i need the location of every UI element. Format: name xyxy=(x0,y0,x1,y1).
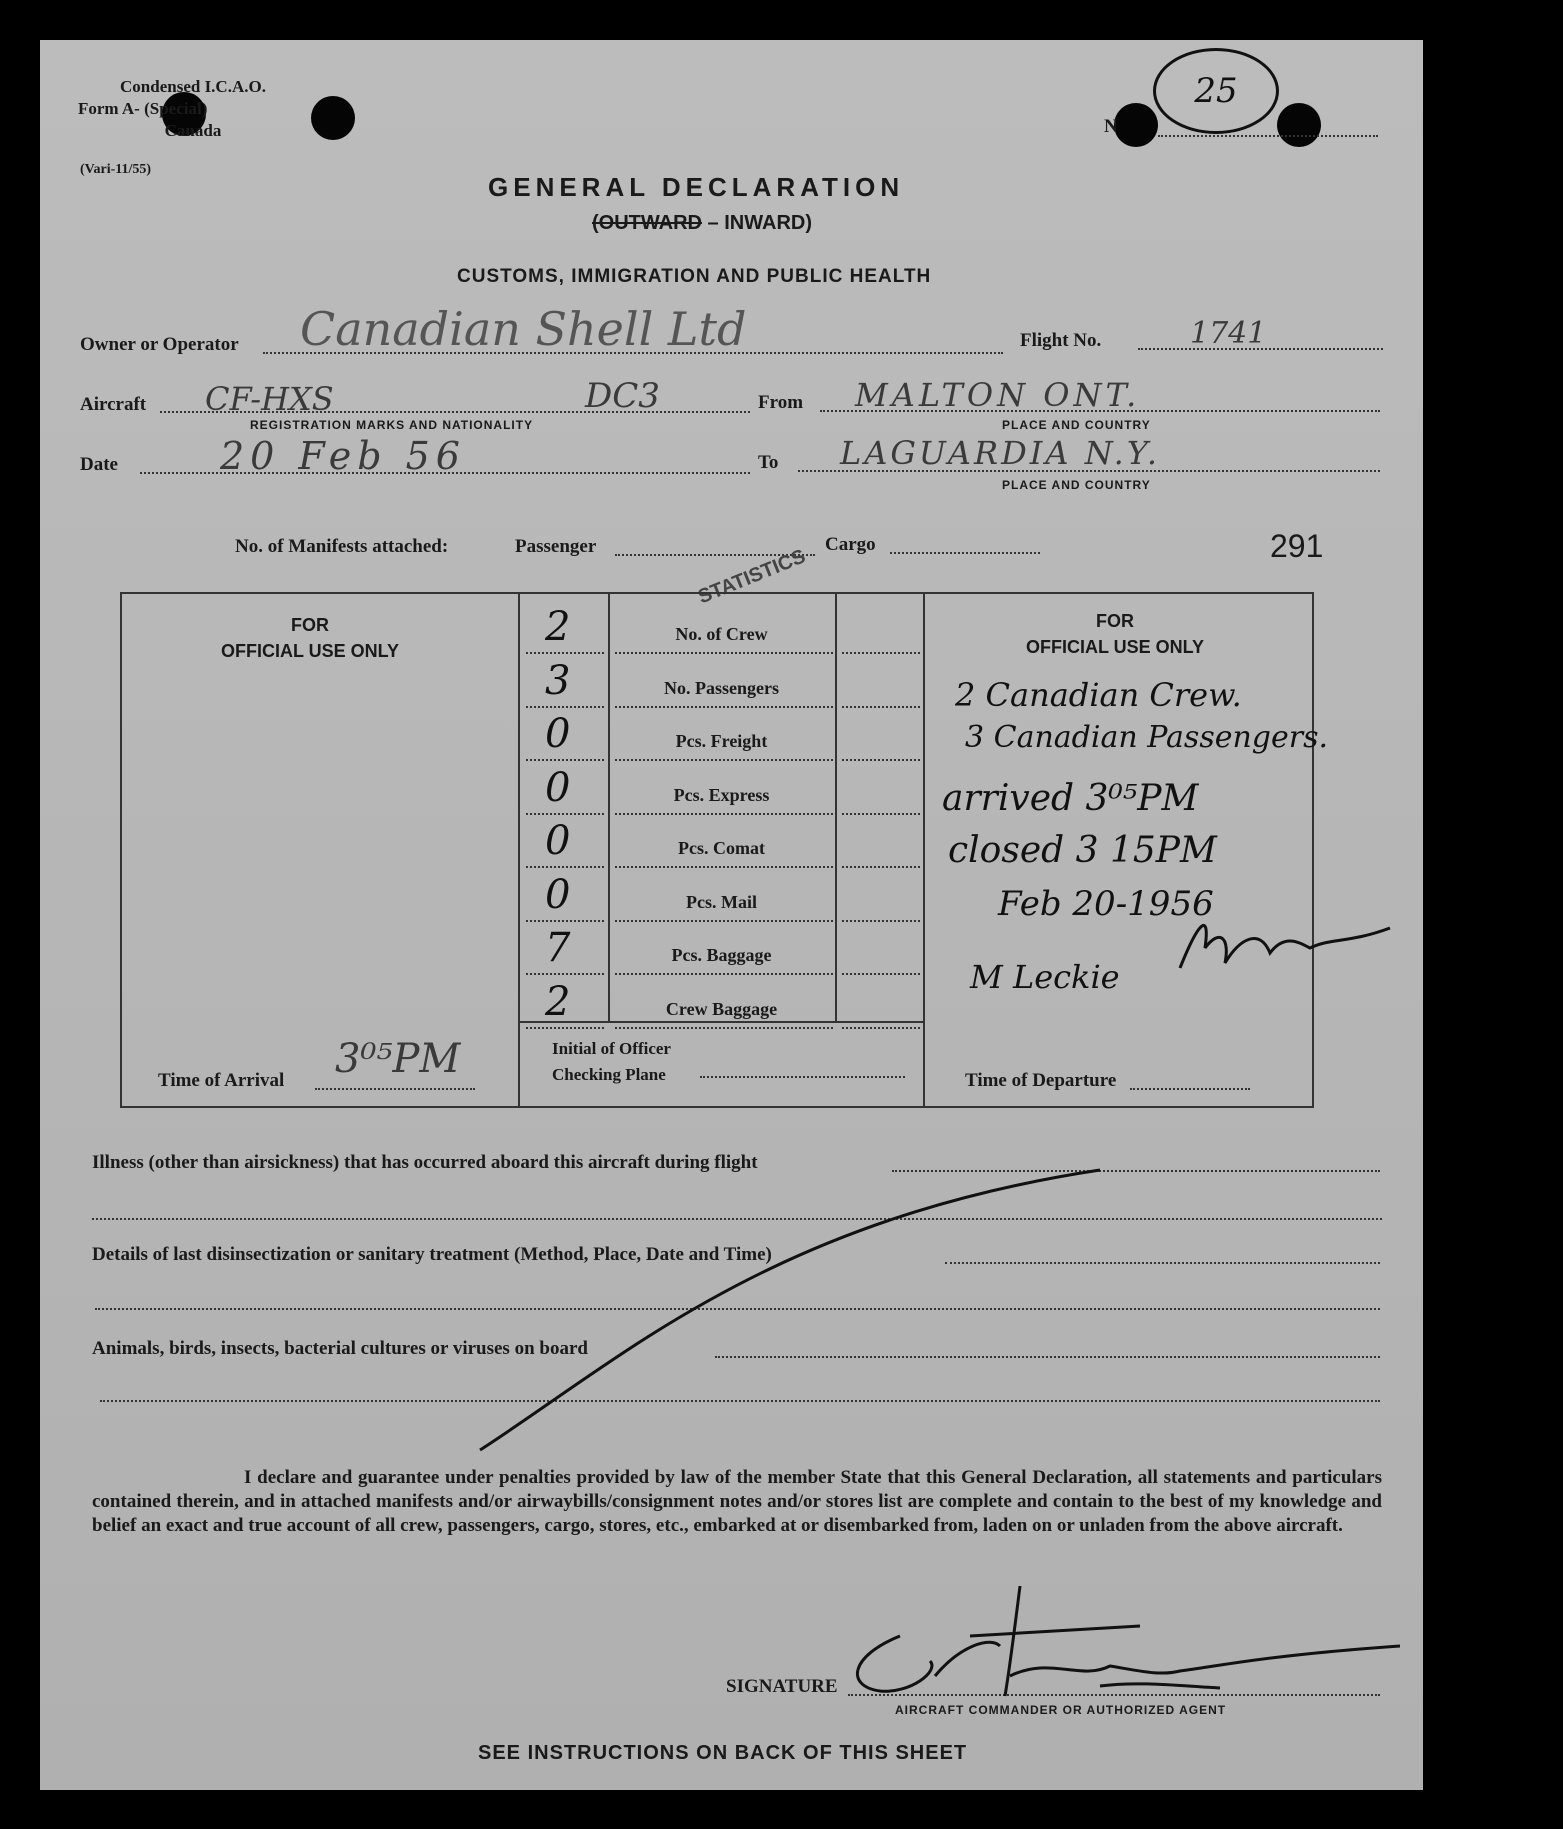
arrival-value: 3⁰⁵PM xyxy=(335,1036,461,1082)
passenger-label: Passenger xyxy=(515,536,597,557)
row-label: Pcs. Freight xyxy=(675,731,768,751)
left-heading-1: FOR xyxy=(291,615,329,635)
departure-dots xyxy=(1130,1088,1250,1090)
from-caption: PLACE AND COUNTRY xyxy=(1002,418,1151,432)
table-divider xyxy=(518,1021,925,1023)
initial-label xyxy=(552,1036,671,1088)
cargo-label: Cargo xyxy=(825,534,876,555)
row-dots xyxy=(842,759,920,761)
stamp-number: 291 xyxy=(1270,528,1324,564)
direction-outward: (OUTWARD xyxy=(592,212,702,234)
commander-signature xyxy=(840,1576,1400,1716)
disinsect-label: Details of last disinsectization or sanitary treatment (Method, Place, Date and Time) xyxy=(92,1244,772,1265)
row-dots xyxy=(842,973,920,975)
form-line-1: Condensed I.C.A.O. xyxy=(120,77,266,96)
arrival-dots xyxy=(315,1088,475,1090)
manifests-label: No. of Manifests attached: xyxy=(235,536,449,557)
official-note: 2 Canadian Crew. xyxy=(955,676,1242,714)
row-count: 2 xyxy=(545,604,571,650)
official-note: M Leckie xyxy=(970,958,1120,996)
row-dots xyxy=(526,866,604,868)
signature-caption: AIRCRAFT COMMANDER OR AUTHORIZED AGENT xyxy=(895,1703,1227,1717)
punch-hole xyxy=(311,96,355,140)
circled-number xyxy=(1153,48,1279,134)
owner-value: Canadian Shell Ltd xyxy=(300,302,747,356)
row-label: No. of Crew xyxy=(675,624,768,644)
number-label: N xyxy=(1104,116,1118,137)
to-value: LAGUARDIA N.Y. xyxy=(840,434,1160,472)
row-dots xyxy=(615,652,833,654)
officer-initials-scribble xyxy=(1170,908,1400,988)
row-dots xyxy=(615,1027,833,1029)
to-label: To xyxy=(758,452,779,473)
row-dots xyxy=(842,866,920,868)
row-dots xyxy=(526,652,604,654)
row-dots xyxy=(842,652,920,654)
row-count: 0 xyxy=(545,764,571,811)
official-note: arrived 3⁰⁵PM xyxy=(942,778,1199,819)
number-dots xyxy=(1158,135,1378,137)
row-dots xyxy=(842,813,920,815)
row-count: 0 xyxy=(545,711,571,757)
row-label: Crew Baggage xyxy=(665,998,778,1019)
footer-instructions: SEE INSTRUCTIONS ON BACK OF THIS SHEET xyxy=(478,1742,968,1764)
initial-dots xyxy=(700,1076,905,1078)
row-label: Pcs. Comat xyxy=(678,838,765,858)
page-title: GENERAL DECLARATION xyxy=(488,172,905,202)
cargo-dots xyxy=(890,552,1040,554)
row-count: 0 xyxy=(545,871,571,918)
left-heading xyxy=(205,612,415,664)
nil-strike-line xyxy=(470,1160,1110,1460)
row-dots xyxy=(842,706,920,708)
official-note: closed 3 15PM xyxy=(948,830,1217,871)
from-value: MALTON ONT. xyxy=(855,376,1141,414)
right-heading xyxy=(1000,608,1230,660)
aircraft-label: Aircraft xyxy=(80,394,147,415)
row-dots xyxy=(526,759,604,761)
row-dots xyxy=(615,866,833,868)
row-label: Pcs. Mail xyxy=(686,891,757,912)
direction-inward: – INWARD) xyxy=(701,212,812,234)
form-line-2: Form A- (Special) xyxy=(78,99,208,118)
circled-number-text: 25 xyxy=(1194,71,1238,111)
form-code: (Vari-11/55) xyxy=(80,162,152,177)
row-dots xyxy=(526,973,604,975)
row-dots xyxy=(526,1027,604,1029)
declaration-sheet xyxy=(40,40,1423,1790)
row-label: No. Passengers xyxy=(664,677,779,698)
row-dots xyxy=(526,706,604,708)
row-count: 3 xyxy=(545,657,571,704)
row-count: 0 xyxy=(545,818,571,864)
departure-label: Time of Departure xyxy=(965,1070,1117,1091)
row-dots xyxy=(842,920,920,922)
aircraft-caption: REGISTRATION MARKS AND NATIONALITY xyxy=(250,418,534,432)
row-dots xyxy=(526,920,604,922)
left-heading-2: OFFICIAL USE ONLY xyxy=(220,641,400,661)
row-dots xyxy=(615,920,833,922)
table-divider xyxy=(835,592,837,1022)
row-dots xyxy=(615,973,833,975)
right-heading-1: FOR xyxy=(1096,611,1134,631)
from-label: From xyxy=(758,392,804,413)
row-count: 2 xyxy=(545,978,571,1025)
aircraft-type: DC3 xyxy=(585,376,660,416)
row-dots xyxy=(842,1027,920,1029)
official-note: 3 Canadian Passengers. xyxy=(965,720,1329,755)
table-divider xyxy=(518,592,520,1106)
official-note: Feb 20-1956 xyxy=(998,884,1214,924)
punch-hole xyxy=(1114,103,1158,147)
right-heading-2: OFFICIAL USE ONLY xyxy=(1025,637,1205,657)
direction xyxy=(592,212,812,235)
row-dots xyxy=(526,813,604,815)
flight-value: 1741 xyxy=(1190,316,1267,351)
row-label: Pcs. Express xyxy=(673,784,770,805)
initial-label-2: Checking Plane xyxy=(552,1065,666,1084)
row-dots xyxy=(615,759,833,761)
row-count: 7 xyxy=(545,925,571,971)
form-line-3: Canada xyxy=(164,121,222,140)
illness-label: Illness (other than airsickness) that has occurred aboard this aircraft during flight xyxy=(92,1152,758,1173)
form-id xyxy=(78,76,308,142)
initial-label-1: Initial of Officer xyxy=(552,1039,671,1058)
arrival-label: Time of Arrival xyxy=(158,1070,285,1091)
flight-label: Flight No. xyxy=(1020,330,1102,351)
row-dots xyxy=(615,813,833,815)
punch-hole xyxy=(1277,103,1321,147)
page-subtitle: CUSTOMS, IMMIGRATION AND PUBLIC HEALTH xyxy=(457,266,932,287)
aircraft-value: CF-HXS xyxy=(205,380,334,418)
owner-label: Owner or Operator xyxy=(80,334,239,355)
row-dots xyxy=(615,706,833,708)
row-label: Pcs. Baggage xyxy=(671,945,772,965)
date-label: Date xyxy=(80,454,118,475)
statistics-stamp: STATISTICS xyxy=(695,545,809,609)
date-value: 20 Feb 56 xyxy=(220,434,466,478)
signature-label: SIGNATURE xyxy=(726,1676,838,1697)
declaration-text: I declare and guarantee under penalties provided by law of the member State that this General Declaration, all statements and particulars contained therein, and in attached manifests and/or airwaybills/consignment notes and/or stores list are complete and contain to the best of my knowledge and belief an exact and true account of all crew, passengers, cargo, stores, etc., embarked at or disembarked from, laden on or unladen from the above aircraft. xyxy=(92,1467,1382,1536)
animals-label: Animals, birds, insects, bacterial cultures or viruses on board xyxy=(92,1338,588,1359)
table-divider xyxy=(923,592,925,1106)
to-caption: PLACE AND COUNTRY xyxy=(1002,478,1151,492)
